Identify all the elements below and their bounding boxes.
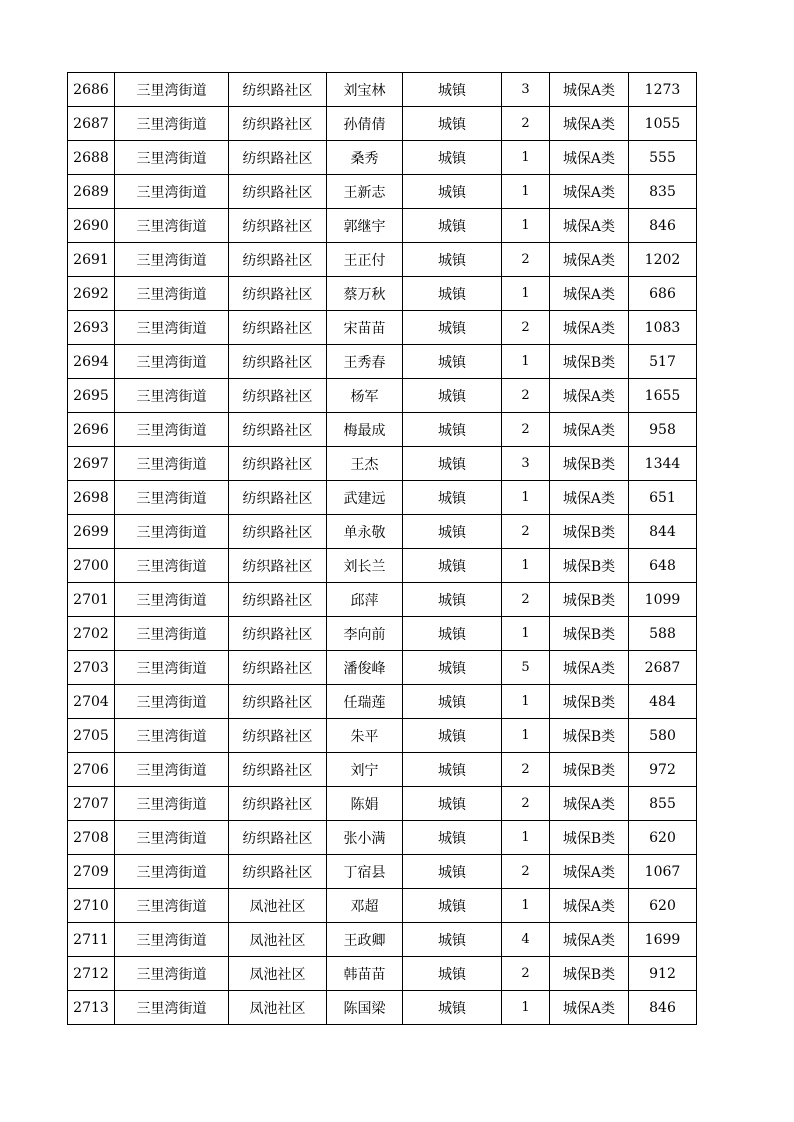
street-cell: 三里湾街道: [115, 923, 229, 957]
household-size-cell: 1: [502, 141, 550, 175]
household-size-cell: 1: [502, 617, 550, 651]
area-type-cell: 城镇: [403, 481, 502, 515]
category-cell: 城保B类: [550, 957, 629, 991]
street-cell: 三里湾街道: [115, 481, 229, 515]
category-cell: 城保A类: [550, 73, 629, 107]
amount-cell: 912: [629, 957, 697, 991]
amount-cell: 972: [629, 753, 697, 787]
table-row: [68, 583, 697, 617]
area-type-cell: 城镇: [403, 515, 502, 549]
community-cell: 纺织路社区: [229, 141, 327, 175]
table-row: [68, 481, 697, 515]
name-cell: 陈国梁: [327, 991, 403, 1025]
area-type-cell: 城镇: [403, 821, 502, 855]
area-type-cell: 城镇: [403, 651, 502, 685]
area-type-cell: 城镇: [403, 957, 502, 991]
household-size-cell: 2: [502, 311, 550, 345]
area-type-cell: 城镇: [403, 345, 502, 379]
row-number-cell: 2689: [68, 175, 115, 209]
table-row: [68, 957, 697, 991]
area-type-cell: 城镇: [403, 141, 502, 175]
household-size-cell: 1: [502, 277, 550, 311]
category-cell: 城保A类: [550, 787, 629, 821]
row-number-cell: 2705: [68, 719, 115, 753]
community-cell: 凤池社区: [229, 957, 327, 991]
table-row: [68, 821, 697, 855]
household-size-cell: 5: [502, 651, 550, 685]
household-size-cell: 2: [502, 787, 550, 821]
name-cell: 刘宝林: [327, 73, 403, 107]
street-cell: 三里湾街道: [115, 753, 229, 787]
community-cell: 纺织路社区: [229, 277, 327, 311]
amount-cell: 686: [629, 277, 697, 311]
amount-cell: 1202: [629, 243, 697, 277]
household-size-cell: 2: [502, 753, 550, 787]
row-number-cell: 2690: [68, 209, 115, 243]
area-type-cell: 城镇: [403, 175, 502, 209]
row-number-cell: 2701: [68, 583, 115, 617]
household-size-cell: 2: [502, 583, 550, 617]
street-cell: 三里湾街道: [115, 549, 229, 583]
amount-cell: 1344: [629, 447, 697, 481]
amount-cell: 1655: [629, 379, 697, 413]
amount-cell: 651: [629, 481, 697, 515]
household-size-cell: 2: [502, 243, 550, 277]
street-cell: 三里湾街道: [115, 855, 229, 889]
record-table: [67, 72, 697, 1025]
area-type-cell: 城镇: [403, 583, 502, 617]
category-cell: 城保B类: [550, 753, 629, 787]
area-type-cell: 城镇: [403, 311, 502, 345]
street-cell: 三里湾街道: [115, 515, 229, 549]
name-cell: 韩苗苗: [327, 957, 403, 991]
row-number-cell: 2712: [68, 957, 115, 991]
table-row: [68, 787, 697, 821]
row-number-cell: 2709: [68, 855, 115, 889]
row-number-cell: 2695: [68, 379, 115, 413]
area-type-cell: 城镇: [403, 243, 502, 277]
table-row: [68, 651, 697, 685]
name-cell: 任瑞莲: [327, 685, 403, 719]
amount-cell: 846: [629, 209, 697, 243]
community-cell: 纺织路社区: [229, 583, 327, 617]
community-cell: 纺织路社区: [229, 73, 327, 107]
area-type-cell: 城镇: [403, 753, 502, 787]
street-cell: 三里湾街道: [115, 209, 229, 243]
category-cell: 城保B类: [550, 447, 629, 481]
table-row: [68, 685, 697, 719]
amount-cell: 484: [629, 685, 697, 719]
community-cell: 纺织路社区: [229, 379, 327, 413]
row-number-cell: 2711: [68, 923, 115, 957]
row-number-cell: 2706: [68, 753, 115, 787]
street-cell: 三里湾街道: [115, 243, 229, 277]
community-cell: 纺织路社区: [229, 481, 327, 515]
name-cell: 邓超: [327, 889, 403, 923]
amount-cell: 517: [629, 345, 697, 379]
table-row: [68, 753, 697, 787]
household-size-cell: 1: [502, 889, 550, 923]
household-size-cell: 1: [502, 685, 550, 719]
category-cell: 城保A类: [550, 243, 629, 277]
community-cell: 纺织路社区: [229, 515, 327, 549]
name-cell: 王新志: [327, 175, 403, 209]
area-type-cell: 城镇: [403, 107, 502, 141]
table-row: [68, 719, 697, 753]
community-cell: 纺织路社区: [229, 107, 327, 141]
category-cell: 城保B类: [550, 685, 629, 719]
street-cell: 三里湾街道: [115, 447, 229, 481]
table-row: [68, 107, 697, 141]
name-cell: 刘长兰: [327, 549, 403, 583]
row-number-cell: 2691: [68, 243, 115, 277]
row-number-cell: 2698: [68, 481, 115, 515]
name-cell: 陈娟: [327, 787, 403, 821]
community-cell: 纺织路社区: [229, 175, 327, 209]
amount-cell: 555: [629, 141, 697, 175]
row-number-cell: 2707: [68, 787, 115, 821]
amount-cell: 1699: [629, 923, 697, 957]
amount-cell: 2687: [629, 651, 697, 685]
area-type-cell: 城镇: [403, 719, 502, 753]
amount-cell: 958: [629, 413, 697, 447]
amount-cell: 1083: [629, 311, 697, 345]
area-type-cell: 城镇: [403, 209, 502, 243]
community-cell: 纺织路社区: [229, 787, 327, 821]
household-size-cell: 2: [502, 379, 550, 413]
amount-cell: 1055: [629, 107, 697, 141]
row-number-cell: 2694: [68, 345, 115, 379]
category-cell: 城保B类: [550, 617, 629, 651]
street-cell: 三里湾街道: [115, 379, 229, 413]
table-row: [68, 277, 697, 311]
community-cell: 纺织路社区: [229, 549, 327, 583]
record-table-body: [68, 73, 697, 1025]
category-cell: 城保A类: [550, 413, 629, 447]
category-cell: 城保A类: [550, 855, 629, 889]
category-cell: 城保A类: [550, 889, 629, 923]
community-cell: 纺织路社区: [229, 413, 327, 447]
area-type-cell: 城镇: [403, 889, 502, 923]
category-cell: 城保A类: [550, 379, 629, 413]
community-cell: 纺织路社区: [229, 821, 327, 855]
table-row: [68, 549, 697, 583]
category-cell: 城保A类: [550, 175, 629, 209]
row-number-cell: 2708: [68, 821, 115, 855]
amount-cell: 1273: [629, 73, 697, 107]
row-number-cell: 2697: [68, 447, 115, 481]
category-cell: 城保A类: [550, 481, 629, 515]
area-type-cell: 城镇: [403, 991, 502, 1025]
amount-cell: 1067: [629, 855, 697, 889]
household-size-cell: 1: [502, 719, 550, 753]
category-cell: 城保A类: [550, 277, 629, 311]
category-cell: 城保B类: [550, 821, 629, 855]
name-cell: 宋苗苗: [327, 311, 403, 345]
table-row: [68, 617, 697, 651]
row-number-cell: 2703: [68, 651, 115, 685]
street-cell: 三里湾街道: [115, 311, 229, 345]
name-cell: 单永敬: [327, 515, 403, 549]
name-cell: 郭继宇: [327, 209, 403, 243]
row-number-cell: 2688: [68, 141, 115, 175]
category-cell: 城保B类: [550, 345, 629, 379]
table-row: [68, 311, 697, 345]
street-cell: 三里湾街道: [115, 617, 229, 651]
name-cell: 杨军: [327, 379, 403, 413]
table-row: [68, 889, 697, 923]
table-row: [68, 209, 697, 243]
community-cell: 纺织路社区: [229, 243, 327, 277]
street-cell: 三里湾街道: [115, 889, 229, 923]
name-cell: 刘宁: [327, 753, 403, 787]
table-row: [68, 141, 697, 175]
name-cell: 潘俊峰: [327, 651, 403, 685]
amount-cell: 620: [629, 889, 697, 923]
household-size-cell: 1: [502, 481, 550, 515]
name-cell: 武建远: [327, 481, 403, 515]
category-cell: 城保A类: [550, 141, 629, 175]
table-row: [68, 855, 697, 889]
amount-cell: 580: [629, 719, 697, 753]
table-row: [68, 379, 697, 413]
name-cell: 丁宿县: [327, 855, 403, 889]
name-cell: 朱平: [327, 719, 403, 753]
street-cell: 三里湾街道: [115, 107, 229, 141]
community-cell: 纺织路社区: [229, 685, 327, 719]
area-type-cell: 城镇: [403, 413, 502, 447]
street-cell: 三里湾街道: [115, 991, 229, 1025]
household-size-cell: 1: [502, 991, 550, 1025]
table-row: [68, 73, 697, 107]
community-cell: 纺织路社区: [229, 855, 327, 889]
household-size-cell: 4: [502, 923, 550, 957]
street-cell: 三里湾街道: [115, 821, 229, 855]
household-size-cell: 2: [502, 855, 550, 889]
community-cell: 凤池社区: [229, 889, 327, 923]
street-cell: 三里湾街道: [115, 73, 229, 107]
area-type-cell: 城镇: [403, 685, 502, 719]
category-cell: 城保B类: [550, 719, 629, 753]
community-cell: 纺织路社区: [229, 753, 327, 787]
area-type-cell: 城镇: [403, 277, 502, 311]
row-number-cell: 2704: [68, 685, 115, 719]
street-cell: 三里湾街道: [115, 413, 229, 447]
household-size-cell: 3: [502, 73, 550, 107]
table-row: [68, 345, 697, 379]
category-cell: 城保A类: [550, 209, 629, 243]
name-cell: 王秀春: [327, 345, 403, 379]
row-number-cell: 2699: [68, 515, 115, 549]
table-row: [68, 243, 697, 277]
street-cell: 三里湾街道: [115, 685, 229, 719]
amount-cell: 846: [629, 991, 697, 1025]
name-cell: 桑秀: [327, 141, 403, 175]
street-cell: 三里湾街道: [115, 277, 229, 311]
street-cell: 三里湾街道: [115, 719, 229, 753]
community-cell: 纺织路社区: [229, 209, 327, 243]
name-cell: 王政卿: [327, 923, 403, 957]
category-cell: 城保A类: [550, 923, 629, 957]
community-cell: 纺织路社区: [229, 311, 327, 345]
household-size-cell: 1: [502, 175, 550, 209]
category-cell: 城保A类: [550, 311, 629, 345]
table-row: [68, 447, 697, 481]
community-cell: 纺织路社区: [229, 617, 327, 651]
area-type-cell: 城镇: [403, 379, 502, 413]
area-type-cell: 城镇: [403, 923, 502, 957]
household-size-cell: 2: [502, 957, 550, 991]
household-size-cell: 2: [502, 515, 550, 549]
amount-cell: 1099: [629, 583, 697, 617]
row-number-cell: 2692: [68, 277, 115, 311]
community-cell: 纺织路社区: [229, 447, 327, 481]
name-cell: 邱萍: [327, 583, 403, 617]
area-type-cell: 城镇: [403, 73, 502, 107]
amount-cell: 648: [629, 549, 697, 583]
row-number-cell: 2702: [68, 617, 115, 651]
name-cell: 李向前: [327, 617, 403, 651]
name-cell: 梅最成: [327, 413, 403, 447]
table-row: [68, 413, 697, 447]
household-size-cell: 2: [502, 413, 550, 447]
table-row: [68, 991, 697, 1025]
street-cell: 三里湾街道: [115, 583, 229, 617]
amount-cell: 588: [629, 617, 697, 651]
category-cell: 城保A类: [550, 991, 629, 1025]
category-cell: 城保B类: [550, 549, 629, 583]
row-number-cell: 2693: [68, 311, 115, 345]
row-number-cell: 2700: [68, 549, 115, 583]
name-cell: 王正付: [327, 243, 403, 277]
amount-cell: 844: [629, 515, 697, 549]
street-cell: 三里湾街道: [115, 345, 229, 379]
name-cell: 孙倩倩: [327, 107, 403, 141]
household-size-cell: 1: [502, 345, 550, 379]
row-number-cell: 2696: [68, 413, 115, 447]
community-cell: 纺织路社区: [229, 651, 327, 685]
table-row: [68, 515, 697, 549]
name-cell: 蔡万秋: [327, 277, 403, 311]
street-cell: 三里湾街道: [115, 175, 229, 209]
street-cell: 三里湾街道: [115, 957, 229, 991]
household-size-cell: 1: [502, 821, 550, 855]
community-cell: 纺织路社区: [229, 719, 327, 753]
table-row: [68, 923, 697, 957]
table-row: [68, 175, 697, 209]
household-size-cell: 1: [502, 549, 550, 583]
category-cell: 城保B类: [550, 515, 629, 549]
community-cell: 凤池社区: [229, 991, 327, 1025]
street-cell: 三里湾街道: [115, 787, 229, 821]
row-number-cell: 2687: [68, 107, 115, 141]
street-cell: 三里湾街道: [115, 141, 229, 175]
community-cell: 凤池社区: [229, 923, 327, 957]
row-number-cell: 2713: [68, 991, 115, 1025]
community-cell: 纺织路社区: [229, 345, 327, 379]
row-number-cell: 2710: [68, 889, 115, 923]
area-type-cell: 城镇: [403, 787, 502, 821]
amount-cell: 620: [629, 821, 697, 855]
category-cell: 城保A类: [550, 107, 629, 141]
amount-cell: 855: [629, 787, 697, 821]
street-cell: 三里湾街道: [115, 651, 229, 685]
name-cell: 张小满: [327, 821, 403, 855]
household-size-cell: 3: [502, 447, 550, 481]
category-cell: 城保A类: [550, 651, 629, 685]
row-number-cell: 2686: [68, 73, 115, 107]
area-type-cell: 城镇: [403, 447, 502, 481]
household-size-cell: 2: [502, 107, 550, 141]
name-cell: 王杰: [327, 447, 403, 481]
amount-cell: 835: [629, 175, 697, 209]
area-type-cell: 城镇: [403, 855, 502, 889]
record-table-container: [67, 72, 697, 1025]
area-type-cell: 城镇: [403, 617, 502, 651]
category-cell: 城保B类: [550, 583, 629, 617]
household-size-cell: 1: [502, 209, 550, 243]
area-type-cell: 城镇: [403, 549, 502, 583]
